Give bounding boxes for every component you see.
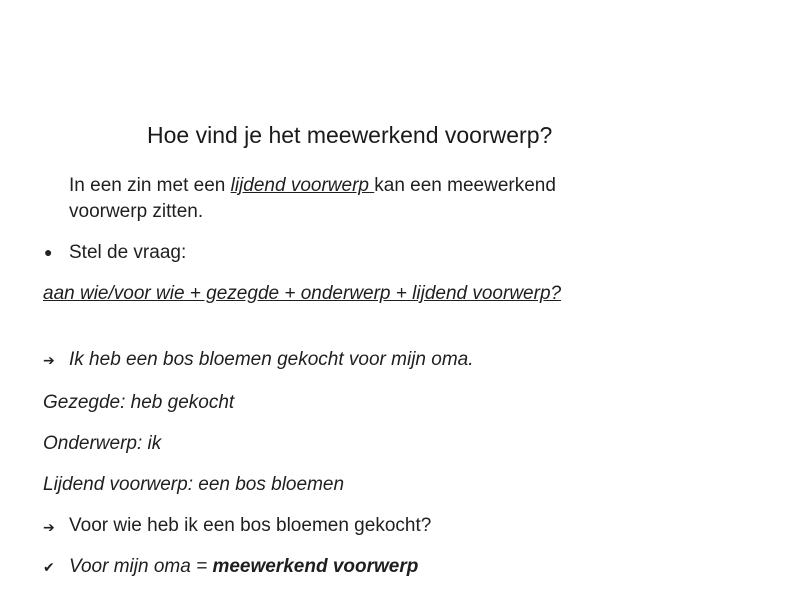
arrow-right-icon: ➔ — [43, 519, 55, 535]
answer-line — [69, 554, 418, 580]
analysis-lijdend-voorwerp: Lijdend voorwerp: een bos bloemen — [43, 474, 345, 495]
analysis-onderwerp: Onderwerp: ik — [43, 433, 162, 454]
arrow-right-icon: ➔ — [43, 352, 55, 368]
question-example: Voor wie heb ik een bos bloemen gekocht? — [69, 515, 432, 536]
answer-text-pre: Voor mijn oma = — [69, 556, 213, 577]
intro-line-2: voorwerp zitten. — [69, 201, 204, 222]
answer-emphasis-meewerkend-voorwerp: meewerkend voorwerp — [212, 556, 419, 577]
intro-text-pre: In een zin met een — [69, 175, 231, 196]
intro-text-post: kan een meewerkend — [374, 175, 556, 196]
bullet-icon: ● — [44, 244, 53, 260]
page-title: Hoe vind je het meewerkend voorwerp? — [147, 122, 553, 148]
checkmark-icon: ✔ — [43, 559, 55, 575]
question-formula: aan wie/voor wie + gezegde + onderwerp + lijdend voorwerp? — [43, 283, 562, 304]
intro-emphasis-lijdend-voorwerp: lijdend voorwerp — [230, 175, 375, 196]
ask-instruction: Stel de vraag: — [69, 242, 187, 263]
intro-line-1 — [69, 173, 556, 199]
analysis-gezegde: Gezegde: heb gekocht — [43, 392, 235, 413]
example-sentence: Ik heb een bos bloemen gekocht voor mijn oma. — [69, 349, 474, 370]
